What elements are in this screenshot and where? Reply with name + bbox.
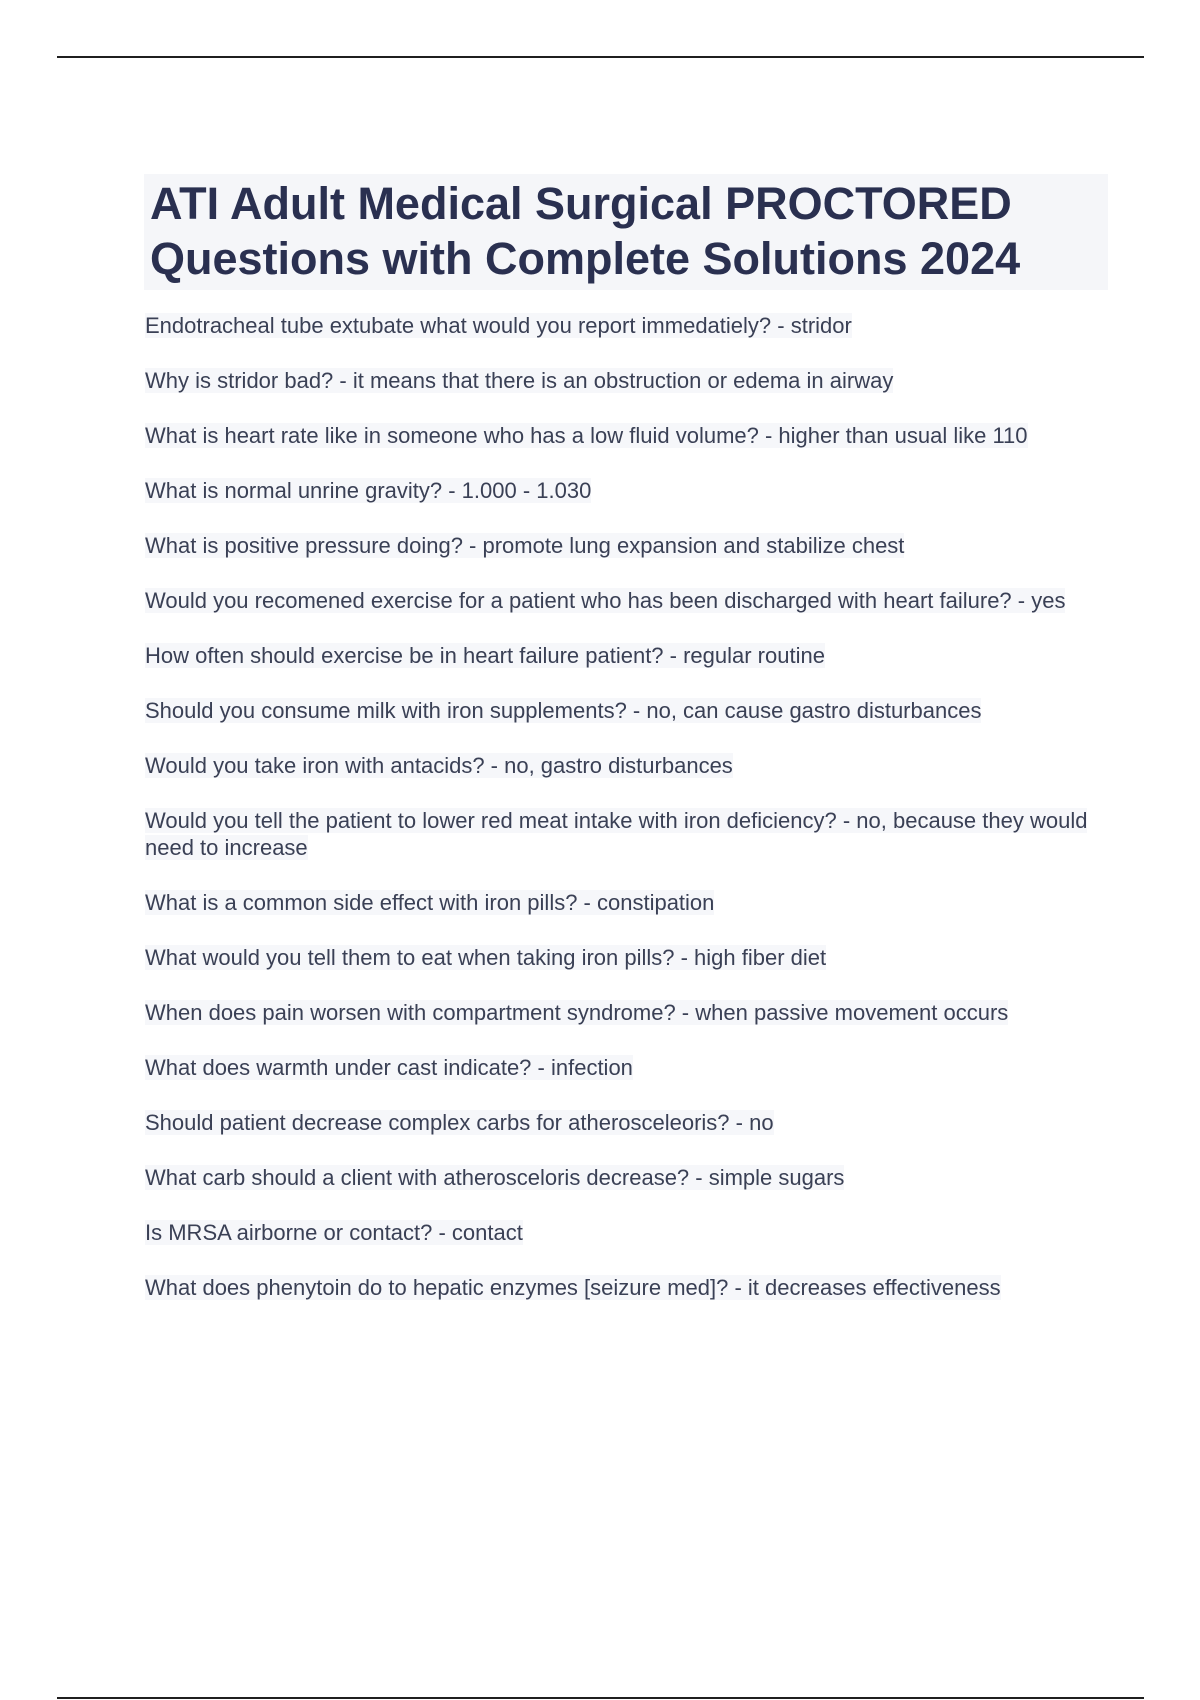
qa-item: What does warmth under cast indicate? - infection (145, 1055, 633, 1080)
qa-item: What carb should a client with atheroscelоris decrease? - simple sugars (145, 1165, 845, 1190)
qa-item: Why is stridor bad? - it means that there is an obstruction or edema in airway (145, 368, 894, 393)
qa-item: What is heart rate like in someone who has a low fluid volume? - higher than usual like 110 (145, 423, 1028, 448)
qa-item: What does phenytoin do to hepatic enzymes [seizure med]? - it decreases effectiveness (145, 1275, 1001, 1300)
qa-item: When does pain worsen with compartment syndrome? - when passive movement occurs (145, 1000, 1009, 1025)
top-rule (57, 56, 1144, 58)
qa-item: How often should exercise be in heart failure patient? - regular routine (145, 643, 825, 668)
qa-item: What is a common side effect with iron pills? - constipation (145, 890, 715, 915)
qa-item: Should you consume milk with iron supplements? - no, can cause gastro disturbances (145, 698, 982, 723)
qa-item: Would you recomened exercise for a patient who has been discharged with heart failure? - yes (145, 588, 1066, 613)
qa-item: Should patient decrease complex carbs for atherosceleoris? - no (145, 1110, 774, 1135)
qa-item: What is normal unrine gravity? - 1.000 - 1.030 (145, 478, 592, 503)
qa-item: Is MRSA airborne or contact? - contact (145, 1220, 523, 1245)
qa-item: Would you tell the patient to lower red meat intake with iron deficiency? - no, because they would need to increase (145, 808, 1088, 860)
bottom-rule (57, 1697, 1144, 1699)
document-title: ATI Adult Medical Surgical PROCTORED Questions with Complete Solutions 2024 (144, 174, 1108, 290)
qa-item: What is positive pressure doing? - promote lung expansion and stabilize chest (145, 533, 905, 558)
qa-item: Endotracheal tube extubate what would you report immedatiely? - stridor (145, 313, 852, 338)
qa-item: What would you tell them to eat when taking iron pills? - high fiber diet (145, 945, 827, 970)
qa-list (145, 312, 1100, 1329)
qa-item: Would you take iron with antacids? - no, gastro disturbances (145, 753, 733, 778)
